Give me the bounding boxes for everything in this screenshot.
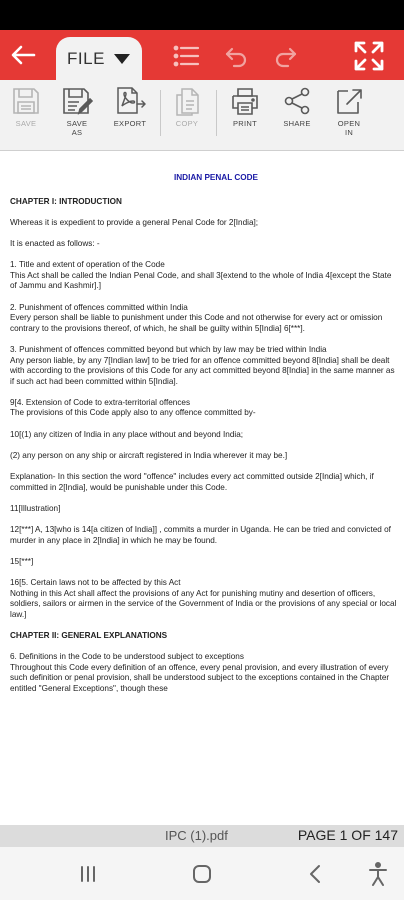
file-tab-label: FILE bbox=[67, 48, 105, 68]
share-icon bbox=[282, 86, 312, 116]
document-paragraph: 11[Illustration] bbox=[10, 503, 61, 513]
document-paragraph: 15[***] bbox=[10, 556, 34, 566]
document-paragraph: 16[5. Certain laws not to be affected by this Act Nothing in this Act shall affect the provisions of any Act for punishing mutiny and desertion of officers, soldiers, sailors or airmen in the service of the Government of India or the provisions of any special or local law.] bbox=[10, 577, 397, 619]
save-as-icon bbox=[61, 86, 93, 116]
document-paragraph: 1. Title and extent of operation of the Code This Act shall be called the Indian Penal Code, and shall 3[extend to the whole of India 4[except the State of Jammu and Kashmir].] bbox=[10, 260, 392, 291]
document-paragraph: (2) any person on any ship or aircraft registered in India wherever it may be.] bbox=[10, 450, 288, 460]
document-paragraph: 12[***] A, 13[who is 14[a citizen of India]] , commits a murder in Uganda. He can be tried and convicted of murder in any place in 2[India] in which he may be found. bbox=[10, 525, 391, 545]
document-paragraph: It is enacted as follows: - bbox=[10, 238, 100, 248]
home-icon[interactable] bbox=[188, 860, 216, 888]
print-label: PRINT bbox=[233, 119, 257, 128]
page-footer-bar bbox=[0, 825, 404, 847]
back-nav-icon[interactable] bbox=[302, 860, 330, 888]
document-paragraph: Whereas it is expedient to provide a general Penal Code for 2[India]; bbox=[10, 217, 259, 227]
open-in-icon bbox=[334, 86, 364, 116]
open-in-label: OPEN IN bbox=[337, 119, 361, 137]
share-label: SHARE bbox=[283, 119, 311, 128]
chapter-heading: CHAPTER II: GENERAL EXPLANATIONS bbox=[10, 630, 168, 640]
fullscreen-icon[interactable] bbox=[352, 39, 384, 71]
toolbar-divider bbox=[160, 90, 161, 136]
document-paragraph: 6. Definitions in the Code to be understood subject to exceptions Throughout this Code every definition of an offence, every penal provision, and every illustration of every such definition or penal provision, shall be understood subject to the exceptions contained in the Chapter entitled "General Exceptions", though these bbox=[10, 652, 390, 693]
chapter-heading: CHAPTER I: INTRODUCTION bbox=[10, 196, 122, 206]
document-paragraph: 3. Punishment of offences committed beyond but which by law may be tried within India Any person liable, by any 7[Indian law] to be tried for an offence committed beyond 8[India] shall be dealt with according to the provisions of this Code for any act committed beyond 8[India] in the same manner as if such act had been committed within 5[India]. bbox=[10, 344, 395, 386]
open-in-button[interactable] bbox=[324, 86, 374, 146]
document-paragraph: 9[4. Extension of Code to extra-territorial offences The provisions of this Code apply also to any offence committed by- bbox=[10, 397, 256, 418]
export-pdf-icon bbox=[114, 86, 146, 116]
status-bar bbox=[0, 0, 404, 30]
pdf-page-view[interactable] bbox=[0, 151, 404, 823]
redo-icon[interactable] bbox=[270, 40, 302, 72]
save-as-label: SAVE AS bbox=[66, 119, 88, 137]
dropdown-triangle-icon bbox=[113, 53, 131, 65]
file-name: IPC (1).pdf bbox=[165, 828, 228, 843]
system-navigation-bar bbox=[0, 847, 404, 900]
document-paragraph: 2. Punishment of offences committed within India Every person shall be liable to punishment under this Code and not otherwise for every act or omission contrary to the provisions thereof, of which, he shall be guilty within 5[India] 6[***]. bbox=[10, 302, 383, 333]
document-paragraph: Explanation- In this section the word "offence" includes every act committed outside 2[India] which, if committed in 2[India], would be punishable under this Code. bbox=[10, 472, 374, 492]
export-button[interactable] bbox=[105, 86, 155, 146]
page-indicator[interactable]: PAGE 1 OF 147 bbox=[297, 827, 398, 843]
top-app-bar bbox=[0, 30, 404, 80]
save-button[interactable] bbox=[1, 86, 51, 146]
toolbar-divider bbox=[216, 90, 217, 136]
copy-button[interactable] bbox=[162, 86, 212, 146]
document-body bbox=[10, 197, 400, 695]
file-menu-tab[interactable] bbox=[56, 37, 142, 80]
export-label: EXPORT bbox=[113, 119, 147, 128]
document-title: INDIAN PENAL CODE bbox=[173, 173, 258, 182]
list-view-icon[interactable] bbox=[170, 40, 202, 72]
file-toolbar bbox=[0, 80, 404, 151]
save-as-button[interactable] bbox=[52, 86, 102, 146]
share-button[interactable] bbox=[272, 86, 322, 146]
copy-icon bbox=[172, 86, 202, 116]
save-icon bbox=[11, 86, 41, 116]
recent-apps-icon[interactable] bbox=[74, 860, 102, 888]
back-arrow-icon[interactable] bbox=[6, 38, 40, 72]
undo-icon[interactable] bbox=[220, 40, 252, 72]
document-paragraph: 10[(1) any citizen of India in any place without and beyond India; bbox=[10, 429, 244, 439]
accessibility-icon[interactable] bbox=[364, 860, 392, 888]
copy-label: COPY bbox=[175, 119, 199, 128]
print-button[interactable] bbox=[220, 86, 270, 146]
save-label: SAVE bbox=[15, 119, 37, 128]
printer-icon bbox=[229, 86, 261, 116]
